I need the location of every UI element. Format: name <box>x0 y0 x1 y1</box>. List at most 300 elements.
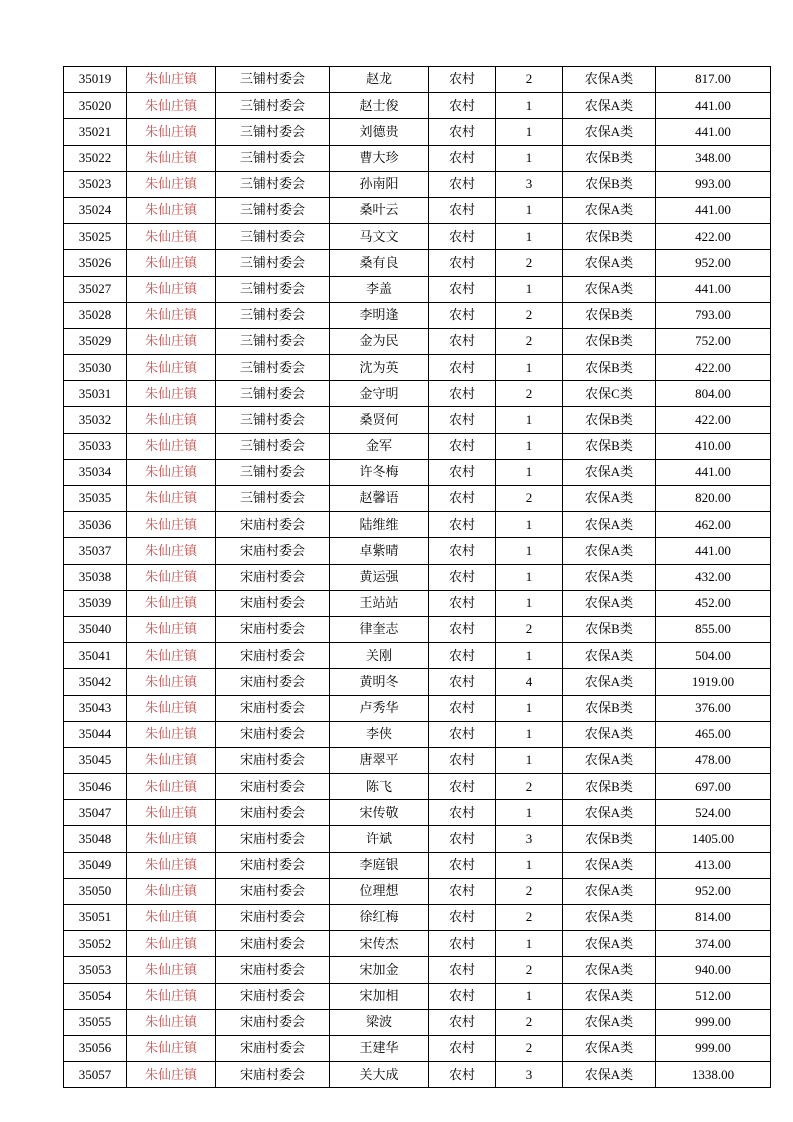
cell-id: 35055 <box>64 1009 127 1035</box>
cell-category: 农保A类 <box>563 957 656 983</box>
cell-village: 宋庙村委会 <box>216 721 330 747</box>
cell-name: 律奎志 <box>330 616 429 642</box>
cell-household-type: 农村 <box>429 459 496 485</box>
cell-household-type: 农村 <box>429 800 496 826</box>
cell-village: 三铺村委会 <box>216 250 330 276</box>
cell-count: 1 <box>496 564 563 590</box>
cell-household-type: 农村 <box>429 669 496 695</box>
cell-household-type: 农村 <box>429 747 496 773</box>
cell-town: 朱仙庄镇 <box>127 590 216 616</box>
cell-category: 农保A类 <box>563 721 656 747</box>
cell-village: 三铺村委会 <box>216 171 330 197</box>
cell-id: 35020 <box>64 93 127 119</box>
cell-category: 农保C类 <box>563 381 656 407</box>
cell-id: 35027 <box>64 276 127 302</box>
cell-count: 3 <box>496 826 563 852</box>
cell-count: 1 <box>496 590 563 616</box>
cell-amount: 820.00 <box>656 486 771 512</box>
cell-household-type: 农村 <box>429 774 496 800</box>
cell-category: 农保A类 <box>563 931 656 957</box>
cell-town: 朱仙庄镇 <box>127 878 216 904</box>
cell-name: 许斌 <box>330 826 429 852</box>
table-body <box>64 67 771 1088</box>
cell-town: 朱仙庄镇 <box>127 433 216 459</box>
table-row <box>64 957 771 983</box>
cell-id: 35041 <box>64 643 127 669</box>
cell-village: 三铺村委会 <box>216 197 330 223</box>
cell-amount: 432.00 <box>656 564 771 590</box>
cell-household-type: 农村 <box>429 433 496 459</box>
cell-amount: 441.00 <box>656 93 771 119</box>
cell-amount: 452.00 <box>656 590 771 616</box>
cell-town: 朱仙庄镇 <box>127 276 216 302</box>
cell-category: 农保B类 <box>563 616 656 642</box>
cell-category: 农保A类 <box>563 197 656 223</box>
cell-amount: 940.00 <box>656 957 771 983</box>
cell-town: 朱仙庄镇 <box>127 774 216 800</box>
cell-id: 35030 <box>64 355 127 381</box>
cell-count: 1 <box>496 643 563 669</box>
cell-count: 4 <box>496 669 563 695</box>
cell-household-type: 农村 <box>429 355 496 381</box>
cell-amount: 376.00 <box>656 695 771 721</box>
cell-count: 2 <box>496 67 563 93</box>
cell-household-type: 农村 <box>429 931 496 957</box>
cell-id: 35043 <box>64 695 127 721</box>
table-row <box>64 224 771 250</box>
table-row <box>64 564 771 590</box>
cell-household-type: 农村 <box>429 590 496 616</box>
cell-count: 1 <box>496 695 563 721</box>
cell-name: 赵士俊 <box>330 93 429 119</box>
cell-id: 35049 <box>64 852 127 878</box>
table-row <box>64 197 771 223</box>
cell-amount: 462.00 <box>656 512 771 538</box>
cell-village: 宋庙村委会 <box>216 564 330 590</box>
cell-count: 2 <box>496 250 563 276</box>
cell-name: 关刚 <box>330 643 429 669</box>
cell-town: 朱仙庄镇 <box>127 747 216 773</box>
cell-town: 朱仙庄镇 <box>127 852 216 878</box>
cell-id: 35035 <box>64 486 127 512</box>
cell-name: 许冬梅 <box>330 459 429 485</box>
cell-amount: 348.00 <box>656 145 771 171</box>
cell-household-type: 农村 <box>429 486 496 512</box>
cell-count: 1 <box>496 276 563 302</box>
cell-name: 金守明 <box>330 381 429 407</box>
cell-household-type: 农村 <box>429 643 496 669</box>
cell-amount: 752.00 <box>656 328 771 354</box>
cell-amount: 793.00 <box>656 302 771 328</box>
table-row <box>64 355 771 381</box>
cell-village: 宋庙村委会 <box>216 747 330 773</box>
table-row <box>64 1035 771 1061</box>
cell-id: 35054 <box>64 983 127 1009</box>
cell-town: 朱仙庄镇 <box>127 224 216 250</box>
table-row <box>64 695 771 721</box>
table-row <box>64 643 771 669</box>
cell-village: 三铺村委会 <box>216 119 330 145</box>
cell-id: 35056 <box>64 1035 127 1061</box>
cell-village: 宋庙村委会 <box>216 1062 330 1088</box>
cell-id: 35047 <box>64 800 127 826</box>
cell-household-type: 农村 <box>429 983 496 1009</box>
cell-village: 三铺村委会 <box>216 224 330 250</box>
cell-category: 农保B类 <box>563 171 656 197</box>
cell-amount: 504.00 <box>656 643 771 669</box>
cell-count: 2 <box>496 1009 563 1035</box>
table-row <box>64 852 771 878</box>
cell-id: 35050 <box>64 878 127 904</box>
cell-id: 35037 <box>64 538 127 564</box>
table-row <box>64 250 771 276</box>
cell-name: 王建华 <box>330 1035 429 1061</box>
cell-town: 朱仙庄镇 <box>127 250 216 276</box>
cell-name: 刘德贵 <box>330 119 429 145</box>
cell-amount: 1338.00 <box>656 1062 771 1088</box>
cell-count: 2 <box>496 957 563 983</box>
cell-name: 孙南阳 <box>330 171 429 197</box>
cell-household-type: 农村 <box>429 564 496 590</box>
cell-category: 农保A类 <box>563 1009 656 1035</box>
cell-town: 朱仙庄镇 <box>127 643 216 669</box>
cell-town: 朱仙庄镇 <box>127 302 216 328</box>
cell-amount: 817.00 <box>656 67 771 93</box>
cell-village: 宋庙村委会 <box>216 590 330 616</box>
cell-household-type: 农村 <box>429 695 496 721</box>
cell-count: 1 <box>496 721 563 747</box>
cell-name: 李侠 <box>330 721 429 747</box>
cell-count: 1 <box>496 459 563 485</box>
cell-household-type: 农村 <box>429 878 496 904</box>
cell-name: 李盖 <box>330 276 429 302</box>
cell-category: 农保A类 <box>563 486 656 512</box>
cell-id: 35034 <box>64 459 127 485</box>
table-row <box>64 616 771 642</box>
cell-amount: 374.00 <box>656 931 771 957</box>
cell-town: 朱仙庄镇 <box>127 407 216 433</box>
cell-village: 宋庙村委会 <box>216 983 330 1009</box>
cell-category: 农保A类 <box>563 67 656 93</box>
cell-town: 朱仙庄镇 <box>127 381 216 407</box>
cell-name: 桑贤何 <box>330 407 429 433</box>
cell-count: 1 <box>496 145 563 171</box>
cell-amount: 952.00 <box>656 878 771 904</box>
cell-town: 朱仙庄镇 <box>127 695 216 721</box>
table-row <box>64 800 771 826</box>
cell-amount: 524.00 <box>656 800 771 826</box>
cell-amount: 478.00 <box>656 747 771 773</box>
cell-village: 宋庙村委会 <box>216 512 330 538</box>
cell-amount: 804.00 <box>656 381 771 407</box>
cell-town: 朱仙庄镇 <box>127 459 216 485</box>
cell-village: 三铺村委会 <box>216 328 330 354</box>
cell-category: 农保A类 <box>563 800 656 826</box>
cell-id: 35028 <box>64 302 127 328</box>
cell-village: 宋庙村委会 <box>216 695 330 721</box>
cell-count: 1 <box>496 355 563 381</box>
cell-village: 宋庙村委会 <box>216 957 330 983</box>
cell-village: 宋庙村委会 <box>216 616 330 642</box>
cell-id: 35048 <box>64 826 127 852</box>
cell-category: 农保A类 <box>563 564 656 590</box>
cell-household-type: 农村 <box>429 381 496 407</box>
cell-category: 农保B类 <box>563 302 656 328</box>
table-row <box>64 878 771 904</box>
cell-count: 2 <box>496 302 563 328</box>
cell-name: 曹大珍 <box>330 145 429 171</box>
cell-name: 金军 <box>330 433 429 459</box>
cell-id: 35032 <box>64 407 127 433</box>
cell-town: 朱仙庄镇 <box>127 905 216 931</box>
cell-category: 农保A类 <box>563 538 656 564</box>
cell-household-type: 农村 <box>429 224 496 250</box>
cell-town: 朱仙庄镇 <box>127 486 216 512</box>
cell-name: 唐翠平 <box>330 747 429 773</box>
cell-town: 朱仙庄镇 <box>127 957 216 983</box>
cell-name: 马文文 <box>330 224 429 250</box>
cell-category: 农保B类 <box>563 224 656 250</box>
table-row <box>64 590 771 616</box>
cell-name: 黄运强 <box>330 564 429 590</box>
cell-amount: 697.00 <box>656 774 771 800</box>
cell-count: 1 <box>496 224 563 250</box>
cell-town: 朱仙庄镇 <box>127 67 216 93</box>
cell-village: 宋庙村委会 <box>216 1035 330 1061</box>
cell-count: 1 <box>496 512 563 538</box>
cell-household-type: 农村 <box>429 302 496 328</box>
cell-village: 三铺村委会 <box>216 459 330 485</box>
table-row <box>64 1009 771 1035</box>
cell-count: 2 <box>496 878 563 904</box>
cell-amount: 441.00 <box>656 538 771 564</box>
cell-id: 35025 <box>64 224 127 250</box>
cell-count: 2 <box>496 774 563 800</box>
cell-category: 农保B类 <box>563 355 656 381</box>
table-row <box>64 276 771 302</box>
cell-count: 3 <box>496 1062 563 1088</box>
cell-id: 35039 <box>64 590 127 616</box>
cell-amount: 855.00 <box>656 616 771 642</box>
cell-town: 朱仙庄镇 <box>127 355 216 381</box>
cell-household-type: 农村 <box>429 93 496 119</box>
cell-count: 1 <box>496 800 563 826</box>
cell-name: 李庭银 <box>330 852 429 878</box>
cell-category: 农保B类 <box>563 774 656 800</box>
cell-village: 宋庙村委会 <box>216 800 330 826</box>
cell-town: 朱仙庄镇 <box>127 1035 216 1061</box>
cell-count: 1 <box>496 433 563 459</box>
cell-town: 朱仙庄镇 <box>127 564 216 590</box>
cell-id: 35038 <box>64 564 127 590</box>
cell-id: 35019 <box>64 67 127 93</box>
cell-town: 朱仙庄镇 <box>127 800 216 826</box>
cell-id: 35026 <box>64 250 127 276</box>
table-row <box>64 512 771 538</box>
cell-village: 三铺村委会 <box>216 486 330 512</box>
cell-category: 农保A类 <box>563 983 656 1009</box>
cell-name: 位理想 <box>330 878 429 904</box>
cell-id: 35022 <box>64 145 127 171</box>
cell-household-type: 农村 <box>429 512 496 538</box>
cell-household-type: 农村 <box>429 1009 496 1035</box>
cell-town: 朱仙庄镇 <box>127 721 216 747</box>
cell-household-type: 农村 <box>429 1062 496 1088</box>
cell-town: 朱仙庄镇 <box>127 538 216 564</box>
cell-household-type: 农村 <box>429 197 496 223</box>
cell-category: 农保A类 <box>563 1035 656 1061</box>
cell-village: 三铺村委会 <box>216 93 330 119</box>
table-row <box>64 67 771 93</box>
cell-name: 宋传敬 <box>330 800 429 826</box>
cell-town: 朱仙庄镇 <box>127 171 216 197</box>
cell-id: 35044 <box>64 721 127 747</box>
cell-name: 梁波 <box>330 1009 429 1035</box>
cell-count: 1 <box>496 983 563 1009</box>
cell-count: 3 <box>496 171 563 197</box>
table-row <box>64 669 771 695</box>
cell-category: 农保A类 <box>563 643 656 669</box>
cell-id: 35052 <box>64 931 127 957</box>
cell-name: 桑叶云 <box>330 197 429 223</box>
cell-amount: 410.00 <box>656 433 771 459</box>
cell-town: 朱仙庄镇 <box>127 931 216 957</box>
cell-category: 农保A类 <box>563 93 656 119</box>
cell-village: 宋庙村委会 <box>216 852 330 878</box>
table-row <box>64 302 771 328</box>
cell-household-type: 农村 <box>429 957 496 983</box>
cell-household-type: 农村 <box>429 250 496 276</box>
table-row <box>64 538 771 564</box>
cell-id: 35042 <box>64 669 127 695</box>
table-row <box>64 983 771 1009</box>
cell-town: 朱仙庄镇 <box>127 119 216 145</box>
cell-name: 宋传杰 <box>330 931 429 957</box>
cell-count: 2 <box>496 905 563 931</box>
cell-count: 2 <box>496 1035 563 1061</box>
cell-town: 朱仙庄镇 <box>127 616 216 642</box>
cell-name: 徐红梅 <box>330 905 429 931</box>
cell-id: 35046 <box>64 774 127 800</box>
table-row <box>64 171 771 197</box>
cell-village: 宋庙村委会 <box>216 905 330 931</box>
cell-amount: 441.00 <box>656 276 771 302</box>
cell-category: 农保A类 <box>563 852 656 878</box>
cell-amount: 512.00 <box>656 983 771 1009</box>
cell-household-type: 农村 <box>429 538 496 564</box>
table-row <box>64 407 771 433</box>
table-row <box>64 905 771 931</box>
table-row <box>64 931 771 957</box>
cell-village: 三铺村委会 <box>216 381 330 407</box>
table-row <box>64 433 771 459</box>
cell-village: 宋庙村委会 <box>216 826 330 852</box>
cell-category: 农保A类 <box>563 747 656 773</box>
cell-household-type: 农村 <box>429 721 496 747</box>
cell-count: 2 <box>496 328 563 354</box>
subsidy-table <box>63 66 771 1088</box>
cell-household-type: 农村 <box>429 276 496 302</box>
cell-name: 黄明冬 <box>330 669 429 695</box>
cell-category: 农保A类 <box>563 459 656 485</box>
cell-id: 35051 <box>64 905 127 931</box>
cell-amount: 999.00 <box>656 1035 771 1061</box>
cell-id: 35053 <box>64 957 127 983</box>
cell-village: 宋庙村委会 <box>216 774 330 800</box>
cell-household-type: 农村 <box>429 145 496 171</box>
table-row <box>64 145 771 171</box>
cell-count: 1 <box>496 93 563 119</box>
table-row <box>64 1062 771 1088</box>
cell-category: 农保B类 <box>563 826 656 852</box>
cell-id: 35024 <box>64 197 127 223</box>
cell-count: 1 <box>496 407 563 433</box>
cell-town: 朱仙庄镇 <box>127 826 216 852</box>
cell-name: 宋加金 <box>330 957 429 983</box>
table-row <box>64 119 771 145</box>
cell-village: 三铺村委会 <box>216 145 330 171</box>
cell-village: 三铺村委会 <box>216 433 330 459</box>
cell-id: 35021 <box>64 119 127 145</box>
cell-name: 李明逢 <box>330 302 429 328</box>
cell-name: 桑有良 <box>330 250 429 276</box>
cell-amount: 999.00 <box>656 1009 771 1035</box>
cell-category: 农保A类 <box>563 878 656 904</box>
cell-village: 三铺村委会 <box>216 67 330 93</box>
table-row <box>64 774 771 800</box>
cell-household-type: 农村 <box>429 905 496 931</box>
cell-count: 1 <box>496 197 563 223</box>
cell-town: 朱仙庄镇 <box>127 145 216 171</box>
cell-amount: 1405.00 <box>656 826 771 852</box>
cell-household-type: 农村 <box>429 826 496 852</box>
cell-id: 35036 <box>64 512 127 538</box>
cell-id: 35033 <box>64 433 127 459</box>
table-row <box>64 93 771 119</box>
cell-town: 朱仙庄镇 <box>127 669 216 695</box>
cell-category: 农保A类 <box>563 250 656 276</box>
cell-count: 1 <box>496 931 563 957</box>
cell-name: 宋加相 <box>330 983 429 1009</box>
cell-count: 1 <box>496 538 563 564</box>
cell-id: 35031 <box>64 381 127 407</box>
cell-town: 朱仙庄镇 <box>127 1009 216 1035</box>
cell-category: 农保B类 <box>563 145 656 171</box>
table-row <box>64 486 771 512</box>
cell-name: 赵龙 <box>330 67 429 93</box>
cell-village: 宋庙村委会 <box>216 669 330 695</box>
table-row <box>64 328 771 354</box>
cell-category: 农保A类 <box>563 512 656 538</box>
cell-village: 宋庙村委会 <box>216 878 330 904</box>
table-row <box>64 721 771 747</box>
cell-name: 卓紫晴 <box>330 538 429 564</box>
cell-count: 2 <box>496 381 563 407</box>
cell-category: 农保B类 <box>563 695 656 721</box>
cell-name: 卢秀华 <box>330 695 429 721</box>
cell-id: 35040 <box>64 616 127 642</box>
cell-name: 王站站 <box>330 590 429 616</box>
cell-amount: 422.00 <box>656 355 771 381</box>
cell-town: 朱仙庄镇 <box>127 1062 216 1088</box>
cell-category: 农保A类 <box>563 905 656 931</box>
cell-village: 三铺村委会 <box>216 407 330 433</box>
table-row <box>64 459 771 485</box>
cell-town: 朱仙庄镇 <box>127 197 216 223</box>
cell-count: 1 <box>496 852 563 878</box>
cell-village: 三铺村委会 <box>216 276 330 302</box>
cell-village: 宋庙村委会 <box>216 1009 330 1035</box>
